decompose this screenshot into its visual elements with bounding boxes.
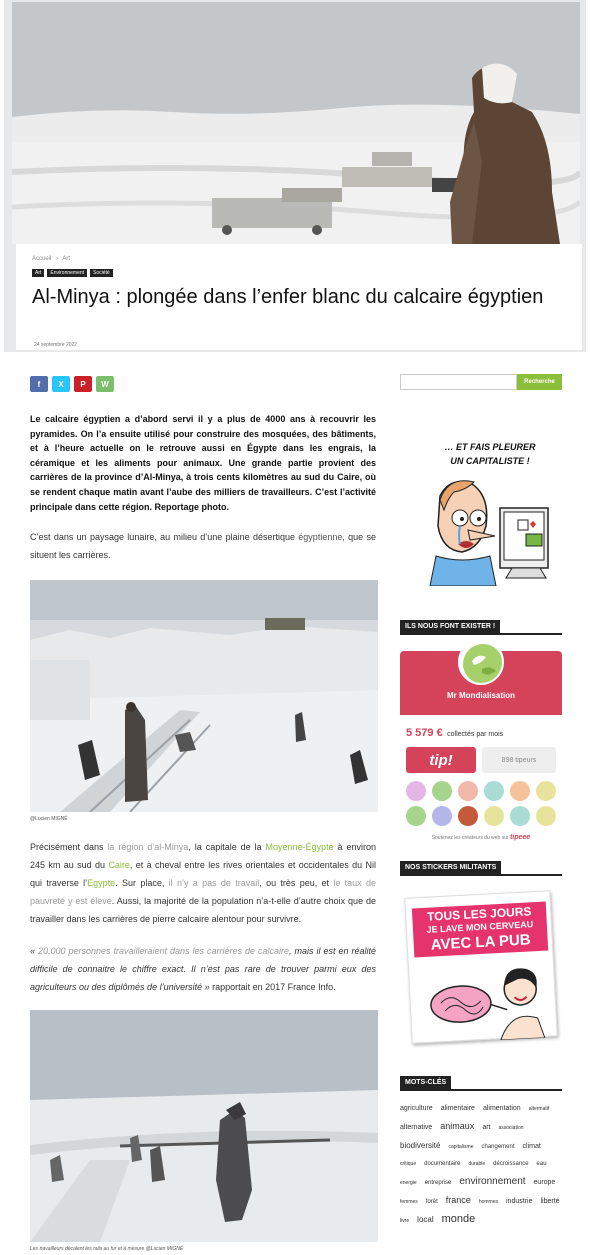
tag-link[interactable]: entreprise — [424, 1180, 452, 1186]
tag-link[interactable]: durable — [468, 1161, 486, 1167]
tag-link[interactable]: monde — [441, 1213, 476, 1225]
tipeur-avatar[interactable] — [536, 806, 556, 826]
hero-photo — [12, 2, 580, 244]
cartoon-ad[interactable] — [400, 426, 562, 586]
tag-link[interactable]: altermatif — [528, 1106, 550, 1112]
share-twitter-button[interactable] — [52, 376, 70, 392]
sticker-line-2: JE LAVE MON CERVEAU — [426, 919, 534, 935]
tag-link[interactable]: europe — [533, 1179, 556, 1186]
pinterest-icon: P — [80, 379, 86, 389]
sticker-ad[interactable] — [400, 890, 562, 1050]
paragraph-2 — [30, 838, 376, 928]
sticker-card — [404, 890, 557, 1043]
text: Précisément dans — [30, 842, 108, 853]
facebook-icon: f — [37, 379, 41, 389]
link-pas-de-travail[interactable]: il n’y a pas de travail — [168, 878, 260, 889]
tipeee-widget — [400, 651, 562, 841]
tag-link[interactable]: animaux — [440, 1121, 475, 1131]
tip-actions — [400, 747, 562, 773]
tag-link[interactable]: documentaire — [424, 1161, 461, 1167]
tip-button[interactable]: tip! — [406, 747, 476, 773]
tag-link[interactable]: hommes — [478, 1199, 498, 1205]
tag-link[interactable]: livre — [400, 1218, 410, 1224]
tipeur-avatar[interactable] — [432, 781, 452, 801]
tag-link[interactable]: industrie — [506, 1198, 533, 1205]
tag-link[interactable]: energie — [400, 1180, 417, 1186]
share-facebook-button[interactable] — [30, 376, 48, 392]
text: . Sur place, — [115, 878, 169, 889]
tag-link[interactable]: eau — [536, 1161, 547, 1167]
avatar — [458, 639, 504, 685]
tag-link[interactable]: capitalisme — [448, 1144, 474, 1150]
photo-caption-1: @Lucien MIGNÉ — [30, 816, 68, 823]
tipeur-avatar[interactable] — [484, 806, 504, 826]
sticker-banner — [412, 902, 548, 958]
text: , ou très peu, et — [259, 878, 334, 889]
cartoon-line-1: … ET FAIS PLEURER — [444, 442, 536, 452]
tag-link[interactable]: agriculture — [400, 1105, 433, 1112]
tag-link[interactable]: décroissance — [493, 1161, 529, 1167]
share-pinterest-button[interactable] — [74, 376, 92, 392]
tag-link[interactable]: changement — [481, 1144, 515, 1150]
link-egyptienne[interactable]: égyptienne — [298, 532, 343, 543]
article-photo-1 — [30, 580, 378, 812]
twitter-icon: X — [58, 379, 64, 389]
text: , et à cheval entre les rives orientales et occidentales du Nil qui traverse l’ — [30, 860, 376, 889]
tipeur-avatar[interactable] — [406, 806, 426, 826]
tag-link[interactable]: alternative — [400, 1124, 433, 1131]
tag-link[interactable]: local — [417, 1215, 434, 1224]
tipeur-avatar[interactable] — [484, 781, 504, 801]
category-environnement[interactable]: Environnement — [47, 269, 87, 277]
breadcrumb-separator: › — [56, 256, 59, 262]
sticker-line-3: AVEC LA PUB — [430, 931, 532, 954]
text: à environ 245 km au sud du — [30, 842, 376, 871]
tipeur-avatar[interactable] — [458, 781, 478, 801]
link-caire[interactable]: Caire — [108, 860, 130, 871]
tip-footer-text: Soutenez les créateurs du web sur — [431, 835, 509, 841]
tag-link[interactable]: france — [445, 1195, 471, 1205]
tag-link[interactable]: art — [482, 1124, 491, 1131]
article-body — [30, 412, 376, 1252]
text: . Aussi, la majorité de la population n’a-t-elle d’autre choix que de travailler dans les carrières de pierre calcaire alentour pour survivre. — [30, 896, 376, 925]
text: , mais il est en réalité difficile de connaitre le chiffre exact. Il n’est pas rare de trouver parmi eux des agriculteurs ou des diplômés de l’université » — [30, 946, 376, 993]
link-20000-personnes[interactable]: 20.000 personnes travailleraient dans les carrières de calcaire — [38, 946, 290, 957]
tag-link[interactable]: femmes — [400, 1199, 418, 1205]
widget-title-bar-tipeee — [400, 622, 562, 635]
whatsapp-icon: W — [101, 379, 109, 389]
widget-title: NOS STICKERS MILITANTS — [400, 861, 501, 874]
tipeurs-avatars — [400, 781, 562, 826]
article-header — [16, 244, 582, 350]
tipeurs-count[interactable]: 898 tipeurs — [482, 747, 556, 773]
tag-link[interactable]: climat — [522, 1143, 541, 1150]
tip-creator-name: Mr Mondialisation — [447, 691, 515, 700]
tipeur-avatar[interactable] — [406, 781, 426, 801]
search-form — [400, 374, 562, 390]
tip-card[interactable] — [400, 651, 562, 715]
article-title: Al-Minya : plongée dans l’enfer blanc du calcaire égyptien — [32, 286, 544, 308]
tag-link[interactable]: environnement — [459, 1176, 526, 1187]
text: , la capitale de la — [188, 842, 266, 853]
tag-link[interactable]: alimentaire — [440, 1105, 475, 1112]
link-taux-pauvrete[interactable]: le taux de pauvreté y est élevé — [30, 878, 377, 907]
quote-paragraph — [30, 942, 376, 996]
sticker-line-1: TOUS LES JOURS — [426, 904, 532, 924]
tag-link[interactable]: critique — [400, 1161, 417, 1167]
share-bar — [30, 376, 114, 392]
tag-link[interactable]: alimentation — [482, 1105, 521, 1112]
tag-link[interactable]: association — [498, 1125, 524, 1131]
tip-amount-label: collectés par mois — [447, 731, 504, 738]
widget-title: ILS NOUS FONT EXISTER ! — [400, 620, 500, 633]
tag-link[interactable]: biodiversité — [400, 1141, 441, 1150]
tipeur-avatar[interactable] — [458, 806, 478, 826]
tipeur-avatar[interactable] — [510, 781, 530, 801]
text: C’est dans un paysage lunaire, au milieu d’une plaine désertique — [30, 532, 299, 543]
sticker-illustration — [409, 957, 559, 1045]
tip-amount-row — [400, 723, 562, 741]
tag-link[interactable]: liberté — [540, 1198, 560, 1205]
tipeur-avatar[interactable] — [510, 806, 530, 826]
photo-caption-2: Les travailleurs décalent les rails au fur et à mesure @Lucien MIGNÉ — [30, 1246, 184, 1253]
search-button[interactable]: Recherche — [517, 374, 562, 390]
widget-title: MOTS-CLÉS — [400, 1076, 451, 1089]
category-art[interactable]: Art — [32, 269, 44, 277]
tag-cloud — [400, 1101, 562, 1229]
hero-illustration — [12, 2, 580, 244]
text: , que se situent les carrières. — [30, 532, 376, 561]
cartoon-line-2: UN CAPITALISTE ! — [450, 456, 530, 466]
breadcrumb — [32, 256, 73, 262]
article-intro: Le calcaire égyptien a d’abord servi il y a plus de 4000 ans à recouvrir les pyramides. On l’a ensuite utilisé pour construire des mosquées, des bâtiments, et à l’heure actuelle on le retrouve aussi en Égypte dans les engrais, la céramique et les aliments pour animaux. Une grande partie provient des carrières de la province d’Al-Minya, à trois cents kilomètres au sud du Caire, où se rendent chaque matin avant l’aube des milliers de travailleurs. C’est l’activité principale dans cette région. Reportage photo. — [30, 414, 376, 512]
mondialisation-logo-icon — [460, 641, 504, 685]
tipeur-avatar[interactable] — [536, 781, 556, 801]
tag-link[interactable]: forêt — [425, 1199, 438, 1205]
article-date: 24 septembre 2022 — [34, 342, 78, 348]
hero — [4, 0, 586, 352]
tip-footer — [400, 834, 562, 841]
tipeee-logo[interactable]: tipeee — [510, 834, 531, 841]
category-list — [32, 269, 113, 277]
breadcrumb-home[interactable]: Accueil — [32, 256, 52, 262]
sidebar — [400, 374, 562, 1229]
breadcrumb-section[interactable]: Art — [62, 256, 71, 262]
paragraph-1 — [30, 528, 376, 564]
link-region-al-minya[interactable]: la région d’al-Minya — [107, 842, 189, 853]
widget-title-bar-stickers — [400, 863, 562, 876]
tip-amount: 5 579 € — [406, 727, 443, 739]
share-whatsapp-button[interactable] — [96, 376, 114, 392]
tipeur-avatar[interactable] — [432, 806, 452, 826]
widget-title-bar-tags — [400, 1078, 562, 1091]
article-photo-2 — [30, 1010, 378, 1242]
category-societe[interactable]: Société — [90, 269, 113, 277]
link-moyenne-egypte[interactable]: Moyenne-Égypte — [265, 842, 334, 853]
text: rapportait en 2017 France Info. — [209, 982, 336, 993]
workers-photo — [30, 1010, 378, 1242]
link-egypte[interactable]: Egypte — [87, 878, 116, 889]
text: « — [30, 946, 38, 957]
quarry-photo — [30, 580, 378, 812]
cartoon-illustration — [400, 426, 562, 586]
search-input[interactable] — [400, 374, 517, 390]
